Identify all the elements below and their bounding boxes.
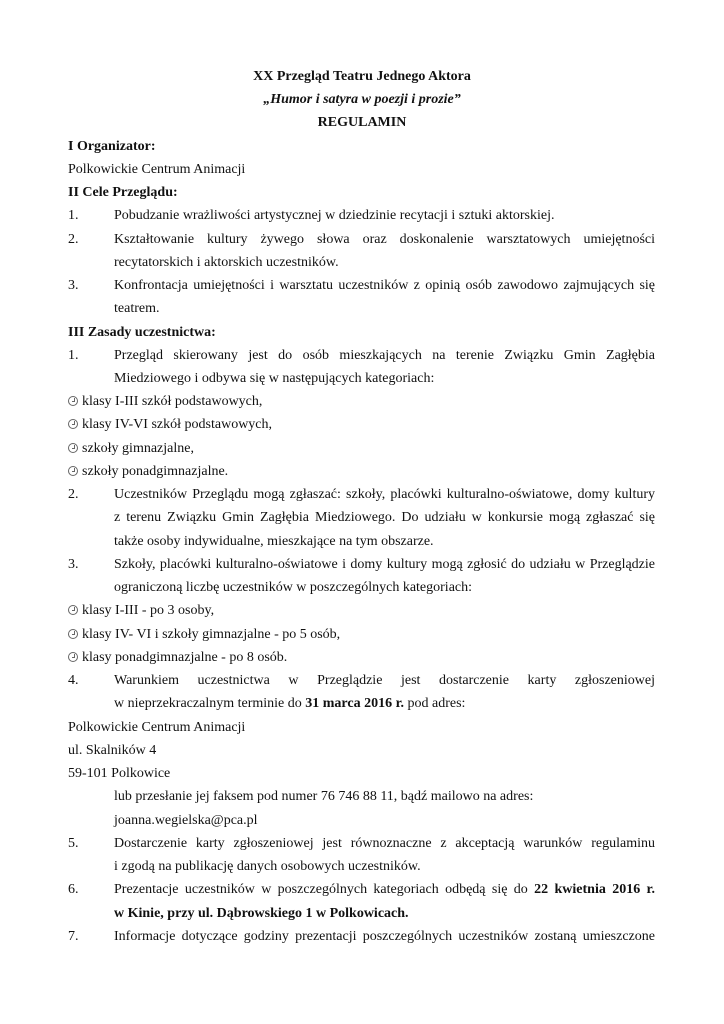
limit-item: klasy IV- VI i szkoły gimnazjalne - po 5 osób,	[68, 626, 340, 644]
limit-item: klasy I-III - po 3 osoby,	[68, 602, 214, 620]
rule-3-text-cont: ograniczoną liczbę uczestników w poszczególnych kategoriach:	[114, 580, 473, 595]
deadline-date: 31 marca 2016 r.	[305, 696, 405, 711]
rule-6-text: Prezentacje uczestników w poszczególnych kategoriach odbędą się do 22 kwietnia 2016 r.	[114, 882, 655, 897]
bullet-icon	[68, 466, 78, 476]
bullet-icon	[68, 443, 78, 453]
goal-3-text-cont: teatrem.	[114, 301, 160, 316]
fax-info: lub przesłanie jej faksem pod numer 76 746 88 11, bądź mailowo na adres:	[114, 789, 534, 804]
bullet-icon	[68, 629, 78, 639]
rule-2-text-cont2: także osoby indywidualne, mieszkające na tym obszarze.	[114, 534, 434, 549]
section-goals-heading: II Cele Przeglądu:	[68, 185, 178, 200]
doc-regulamin: REGULAMIN	[317, 115, 407, 130]
goal-2-number: 2.	[68, 232, 79, 247]
section-organizer-heading: I Organizator:	[68, 139, 156, 154]
rule-7-text: Informacje dotyczące godziny prezentacji poszczególnych uczestników zostaną umieszczone	[114, 929, 655, 944]
rule-2-text: Uczestników Przeglądu mogą zgłaszać: szkoły, placówki kulturalno-oświatowe, domy kultury	[114, 487, 655, 502]
address-line: Polkowickie Centrum Animacji	[68, 720, 246, 735]
bullet-icon	[68, 396, 78, 406]
rule-5-number: 5.	[68, 836, 79, 851]
contact-email: joanna.wegielska@pca.pl	[114, 813, 258, 828]
bullet-icon	[68, 652, 78, 662]
address-line: ul. Skalników 4	[68, 743, 157, 758]
address-line: 59-101 Polkowice	[68, 766, 171, 781]
rule-4-text-cont: w nieprzekraczalnym terminie do 31 marca 2016 r. pod adres:	[114, 696, 466, 711]
goal-1-number: 1.	[68, 208, 79, 223]
rule-3-number: 3.	[68, 557, 79, 572]
category-item: klasy IV-VI szkół podstawowych,	[68, 416, 272, 434]
goal-3-text: Konfrontacja umiejętności i warsztatu uczestników z opinią osób zawodowo zajmujących się	[114, 278, 655, 293]
rule-4-number: 4.	[68, 673, 79, 688]
bullet-icon	[68, 605, 78, 615]
rule-4-text: Warunkiem uczestnictwa w Przeglądzie jest dostarczenie karty zgłoszeniowej	[114, 673, 655, 688]
rule-6-venue: w Kinie, przy ul. Dąbrowskiego 1 w Polkowicach.	[114, 906, 409, 921]
rule-2-number: 2.	[68, 487, 79, 502]
doc-subtitle: „Humor i satyra w poezji i prozie”	[263, 92, 461, 107]
limit-item: klasy ponadgimnazjalne - po 8 osób.	[68, 649, 287, 667]
rule-1-number: 1.	[68, 348, 79, 363]
rule-2-text-cont: z terenu Związku Gmin Zagłębia Miedziowego. Do udziału w konkursie mogą zgłaszać się	[114, 510, 655, 525]
rule-3-text: Szkoły, placówki kulturalno-oświatowe i domy kultury mogą zgłosić do udziału w Przeglądzie	[114, 557, 655, 572]
section-rules-heading: III Zasady uczestnictwa:	[68, 325, 216, 340]
rule-7-number: 7.	[68, 929, 79, 944]
doc-title: XX Przegląd Teatru Jednego Aktora	[253, 69, 471, 84]
goal-2-text-cont: recytatorskich i aktorskich uczestników.	[114, 255, 339, 270]
rule-5-text-cont: i zgodą na publikację danych osobowych uczestników.	[114, 859, 421, 874]
rule-1-text: Przegląd skierowany jest do osób mieszkających na terenie Związku Gmin Zagłębia	[114, 348, 655, 363]
rule-1-text-cont: Miedziowego i odbywa się w następujących kategoriach:	[114, 371, 435, 386]
category-item: szkoły ponadgimnazjalne.	[68, 463, 228, 481]
organizer-name: Polkowickie Centrum Animacji	[68, 162, 246, 177]
category-item: klasy I-III szkół podstawowych,	[68, 393, 262, 411]
goal-1-text: Pobudzanie wrażliwości artystycznej w dziedzinie recytacji i sztuki aktorskiej.	[114, 208, 555, 223]
goal-2-text: Kształtowanie kultury żywego słowa oraz doskonalenie warsztatowych umiejętności	[114, 232, 655, 247]
category-item: szkoły gimnazjalne,	[68, 440, 194, 458]
event-date: 22 kwietnia 2016 r.	[534, 882, 655, 897]
rule-6-number: 6.	[68, 882, 79, 897]
goal-3-number: 3.	[68, 278, 79, 293]
rule-5-text: Dostarczenie karty zgłoszeniowej jest równoznaczne z akceptacją warunków regulaminu	[114, 836, 655, 851]
bullet-icon	[68, 419, 78, 429]
